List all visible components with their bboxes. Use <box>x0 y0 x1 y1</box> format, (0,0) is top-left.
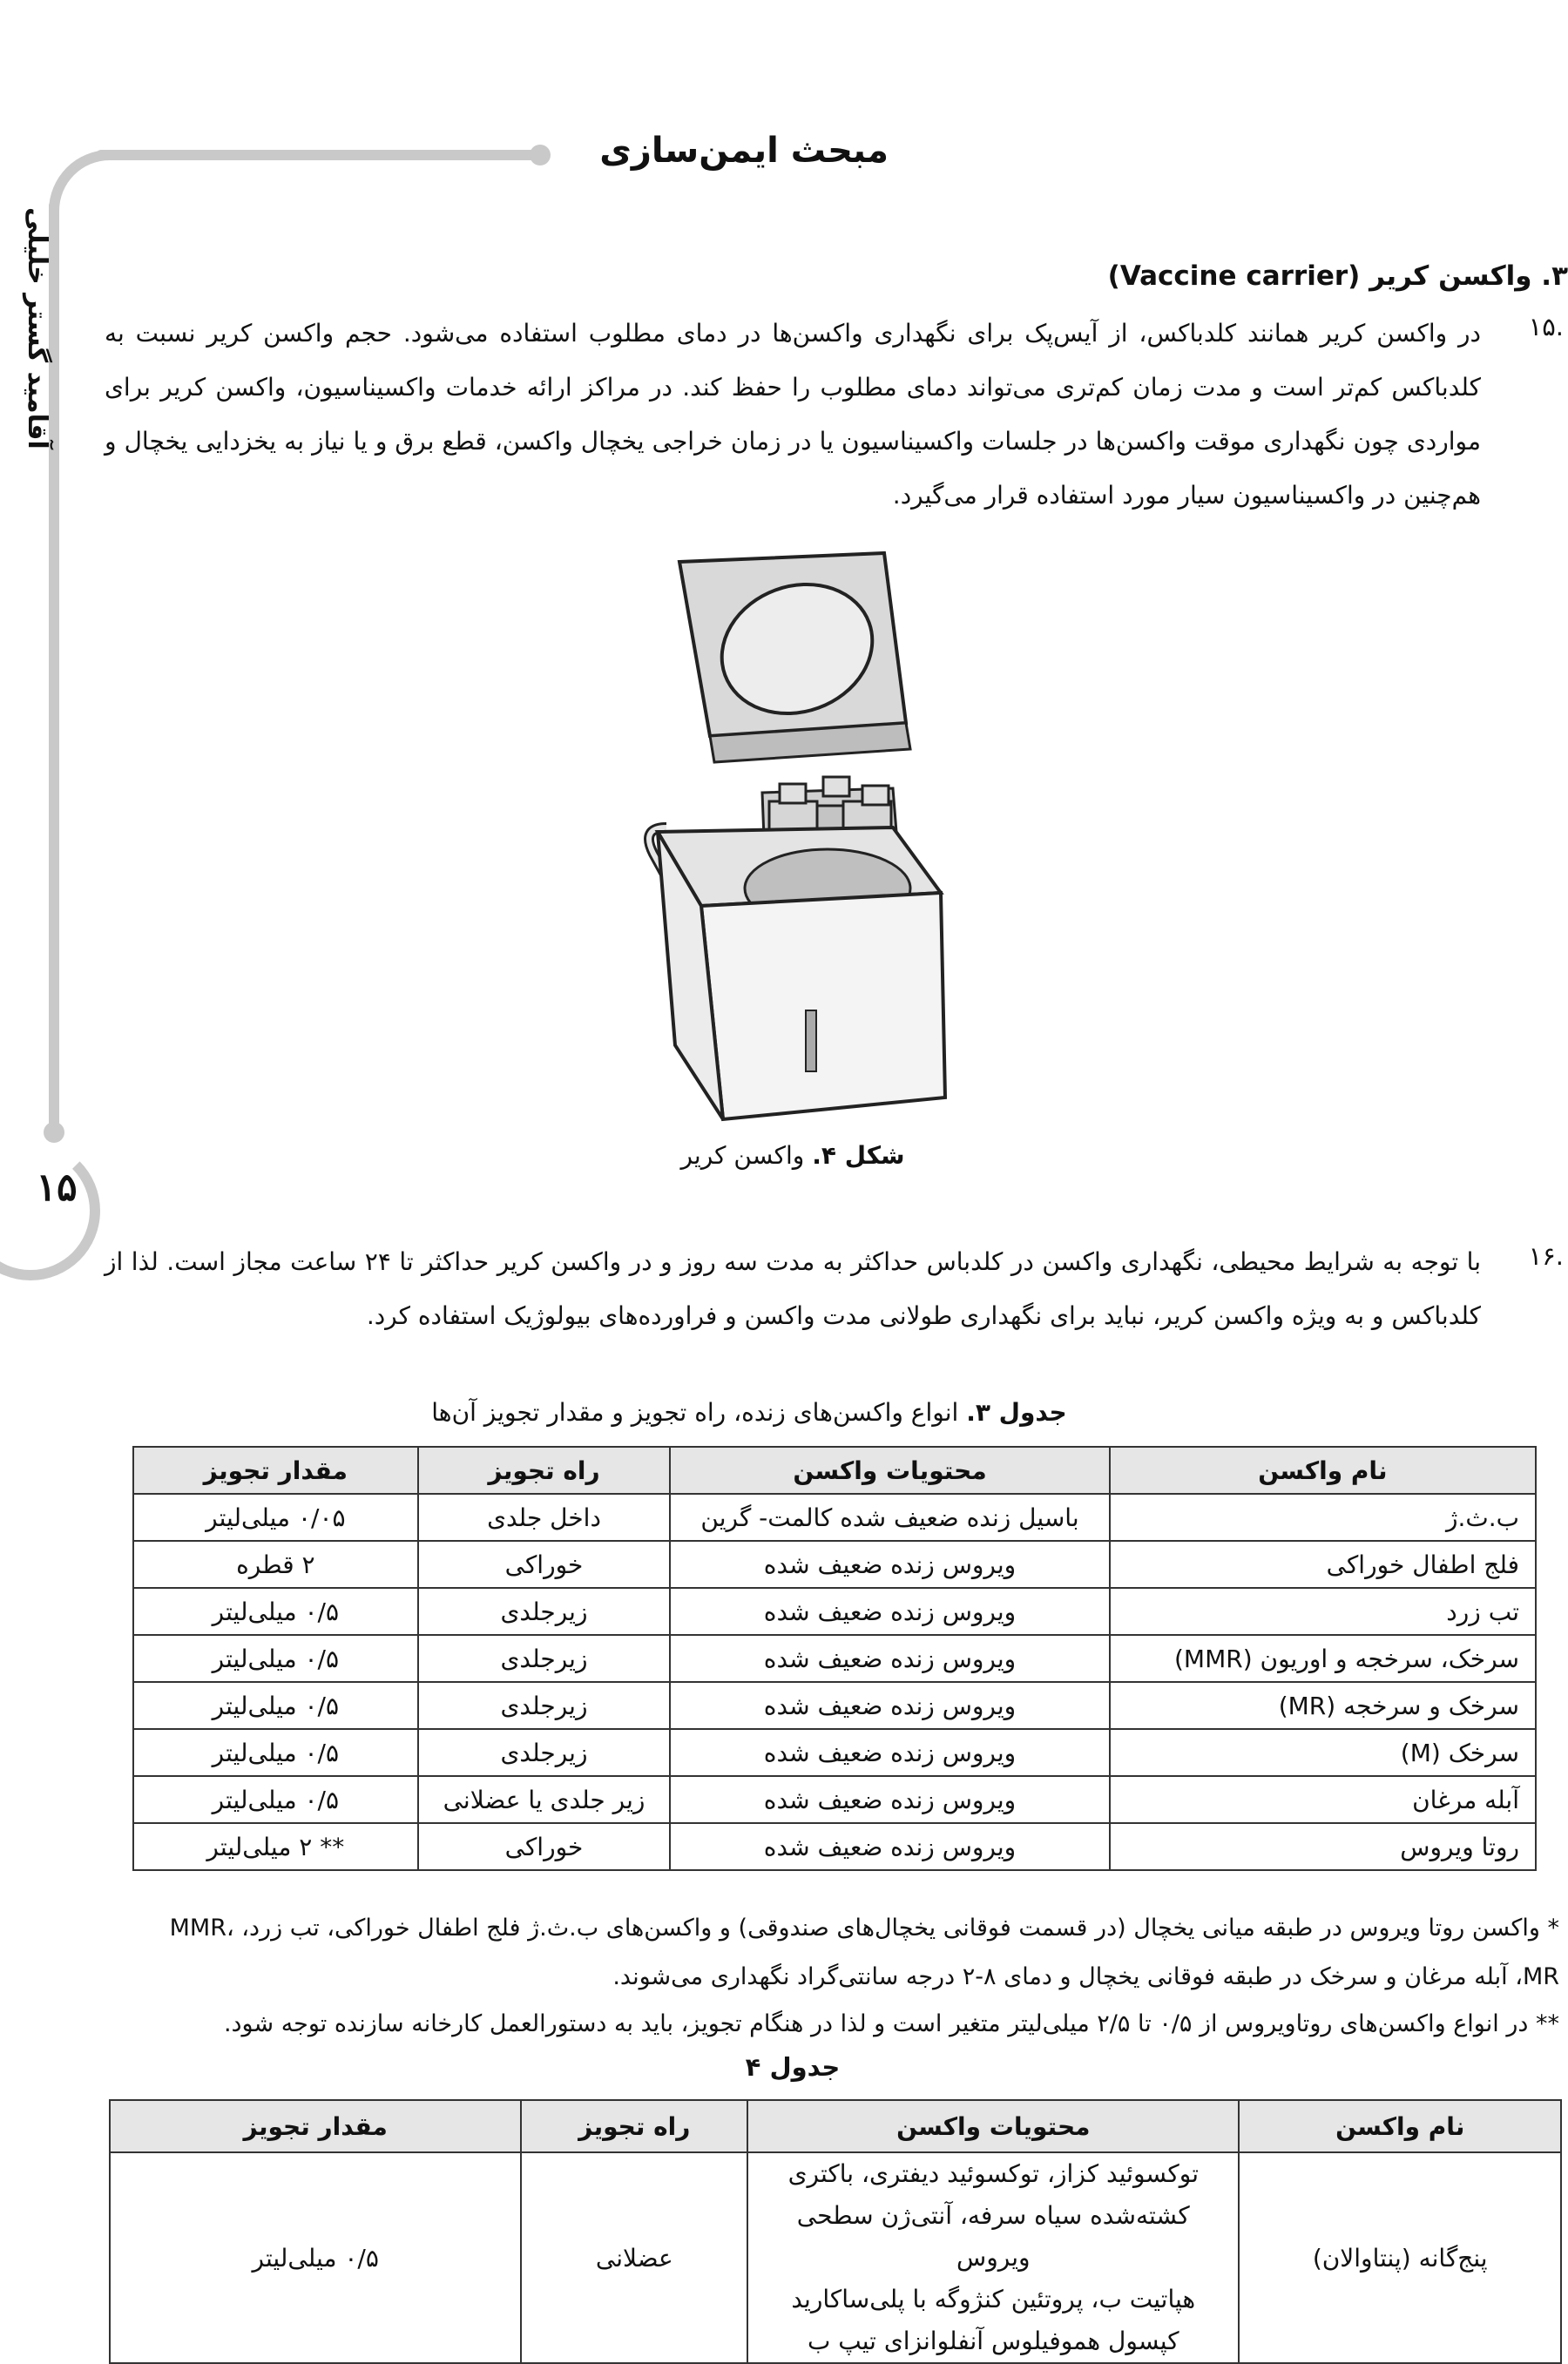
table-row <box>133 1776 1536 1823</box>
footnote-2: ** در انواع واکسن‌های روتاویروس از ۰/۵ تا ۲/۵ میلی‌لیتر متغیر است و لذا در هنگام تجویز، باید به دستورالعمل کارخانه سازنده توجه شود. <box>223 2010 1559 2037</box>
contents-line: توکسوئید کزاز، توکسوئید دیفتری، باکتری <box>787 2159 1199 2188</box>
vaccine-contents: ویروس زنده ضعیف شده <box>670 1776 1109 1823</box>
column-header: مقدار تجویز <box>133 1447 418 1494</box>
administration-route: خوراکی <box>418 1541 671 1588</box>
dose: ۰/۵ میلی‌لیتر <box>110 2152 521 2363</box>
vaccine-contents: ویروس زنده ضعیف شده <box>670 1682 1109 1729</box>
footnote-1: * واکسن روتا ویروس در طبقه میانی یخچال (در قسمت فوقانی یخچال‌های صندوقی) و واکسن‌های ب.ث.ژ فلج اطفال خوراکی، تب زرد، MMR، MR، آبله مرغان و سرخک در طبقه فوقانی یخچال و دمای ۸-۲ درجه سانتی‌گراد نگهداری می‌شوند. <box>169 1915 1559 1990</box>
table4-caption: جدول ۴ <box>745 2052 841 2082</box>
vaccine-name: تب زرد <box>1110 1588 1536 1635</box>
table-row <box>133 1682 1536 1729</box>
table-row <box>133 1588 1536 1635</box>
vaccine-contents: ویروس زنده ضعیف شده <box>670 1635 1109 1682</box>
table3-live-vaccines <box>132 1446 1537 1871</box>
dose: ۰/۵ میلی‌لیتر <box>133 1588 418 1635</box>
table-row <box>133 1823 1536 1870</box>
column-header: محتویات واکسن <box>747 2100 1239 2152</box>
vaccine-carrier-illustration <box>605 540 997 1132</box>
column-header: محتویات واکسن <box>670 1447 1109 1494</box>
table3-caption <box>348 1398 1150 1427</box>
frame-top-line <box>96 150 536 160</box>
table3-caption-label: جدول ۳. <box>966 1398 1067 1427</box>
carrier-body <box>658 827 945 1119</box>
table-row <box>133 1494 1536 1541</box>
table-header-row <box>133 1447 1536 1494</box>
administration-route: زیرجلدی <box>418 1635 671 1682</box>
figure-caption-text: واکسن کریر <box>680 1141 813 1170</box>
dose: ۰/۰۵ میلی‌لیتر <box>133 1494 418 1541</box>
vaccine-contents: ویروس زنده ضعیف شده <box>670 1588 1109 1635</box>
column-header: مقدار تجویز <box>110 2100 521 2152</box>
table-row <box>133 1729 1536 1776</box>
table4-pentavalent <box>109 2099 1562 2364</box>
column-header: راه تجویز <box>521 2100 747 2152</box>
administration-route: عضلانی <box>521 2152 747 2363</box>
section-heading: ۳. واکسن کریر (Vaccine carrier) <box>1107 260 1568 292</box>
administration-route: زیر جلدی یا عضلانی <box>418 1776 671 1823</box>
dose: ۰/۵ میلی‌لیتر <box>133 1776 418 1823</box>
dose: ** ۲ میلی‌لیتر <box>133 1823 418 1870</box>
administration-route: زیرجلدی <box>418 1682 671 1729</box>
administration-route: خوراکی <box>418 1823 671 1870</box>
table-row <box>133 1541 1536 1588</box>
vaccine-name: پنج‌گانه (پنتاوالان) <box>1239 2152 1561 2363</box>
administration-route: زیرجلدی <box>418 1588 671 1635</box>
vaccine-contents: ویروس زنده ضعیف شده <box>670 1729 1109 1776</box>
dose: ۰/۵ میلی‌لیتر <box>133 1682 418 1729</box>
vaccine-name: آبله مرغان <box>1110 1776 1536 1823</box>
vaccine-name: سرخک و سرخجه (MR) <box>1110 1682 1536 1729</box>
vaccine-contents: باسیل زنده ضعیف شده کالمت- گرین <box>670 1494 1109 1541</box>
vaccine-name: فلج اطفال خوراکی <box>1110 1541 1536 1588</box>
vaccine-name: روتا ویروس <box>1110 1823 1536 1870</box>
contents-line: کشته‌شده سیاه سرفه، آنتی‌ژن سطحی ویروس <box>796 2201 1190 2272</box>
page-number-arc <box>0 1141 100 1280</box>
dose: ۰/۵ میلی‌لیتر <box>133 1635 418 1682</box>
dose: ۲ قطره <box>133 1541 418 1588</box>
frame-corner <box>49 150 145 246</box>
administration-route: زیرجلدی <box>418 1729 671 1776</box>
carrier-lid <box>679 553 910 762</box>
column-header: نام واکسن <box>1110 1447 1536 1494</box>
vaccine-contents <box>747 2152 1239 2363</box>
vaccine-contents: ویروس زنده ضعیف شده <box>670 1541 1109 1588</box>
paragraph-16: با توجه به شرایط محیطی، نگهداری واکسن در کلدباس حداکثر به مدت سه روز و در واکسن کریر حداکثر تا ۲۴ ساعت مجاز است. لذا از کلدباکس و به ویژه واکسن کریر، نباید برای نگهداری طولانی مدت واکسن و فراورده‌های بیولوژیک استفاده کرد. <box>105 1247 1482 1330</box>
contents-line: هپاتیت ب، پروتئین کنژوگه با پلی‌ساکارید <box>791 2285 1196 2313</box>
vaccine-name: ب.ث.ژ <box>1110 1494 1536 1541</box>
page-number: ۱۵ <box>36 1165 78 1210</box>
table-row <box>110 2152 1561 2363</box>
vaccine-name: سرخک (M) <box>1110 1729 1536 1776</box>
contents-line: کپسول هموفیلوس آنفلوانزای تیپ ب <box>807 2327 1179 2355</box>
side-author-label: آقامید گستر خلیلی <box>22 207 52 449</box>
page-title: مبحث ایمن‌سازی <box>599 131 889 171</box>
dose: ۰/۵ میلی‌لیتر <box>133 1729 418 1776</box>
vaccine-carrier-figure <box>605 540 997 1132</box>
item-number-15: ۱۵. <box>1528 312 1564 341</box>
column-header: نام واکسن <box>1239 2100 1561 2152</box>
item-number-16: ۱۶. <box>1528 1241 1564 1271</box>
column-header: راه تجویز <box>418 1447 671 1494</box>
vaccine-name: سرخک، سرخجه و اوریون (MMR) <box>1110 1635 1536 1682</box>
administration-route: داخل جلدی <box>418 1494 671 1541</box>
vaccine-contents: ویروس زنده ضعیف شده <box>670 1823 1109 1870</box>
figure-caption <box>610 1141 976 1170</box>
frame-dot-bottom <box>44 1122 64 1143</box>
paragraph-15: در واکسن کریر همانند کلدباکس، از آیس‌پک برای نگهداری واکسن‌ها در دمای مطلوب استفاده می‌شود. حجم واکسن کریر نسبت به کلدباکس کم‌تر است و مدت زمان کم‌تری می‌تواند دمای مطلوب را حفظ کند. در مراکز ارائه خدمات واکسیناسیون، واکسن کریر برای مواردی چون نگهداری موقت واکسن‌ها در جلسات واکسیناسیون یا در زمان خراجی یخچال واکسن، قطع برق و یا نیاز به یخزدایی یخچال و هم‌چنین در واکسیناسیون سیار مورد استفاده قرار می‌گیرد. <box>105 319 1481 510</box>
table3-caption-text: انواع واکسن‌های زنده، راه تجویز و مقدار تجویز آن‌ها <box>431 1398 967 1427</box>
table-header-row <box>110 2100 1561 2152</box>
table-row <box>133 1635 1536 1682</box>
figure-caption-label: شکل ۴. <box>812 1141 905 1170</box>
